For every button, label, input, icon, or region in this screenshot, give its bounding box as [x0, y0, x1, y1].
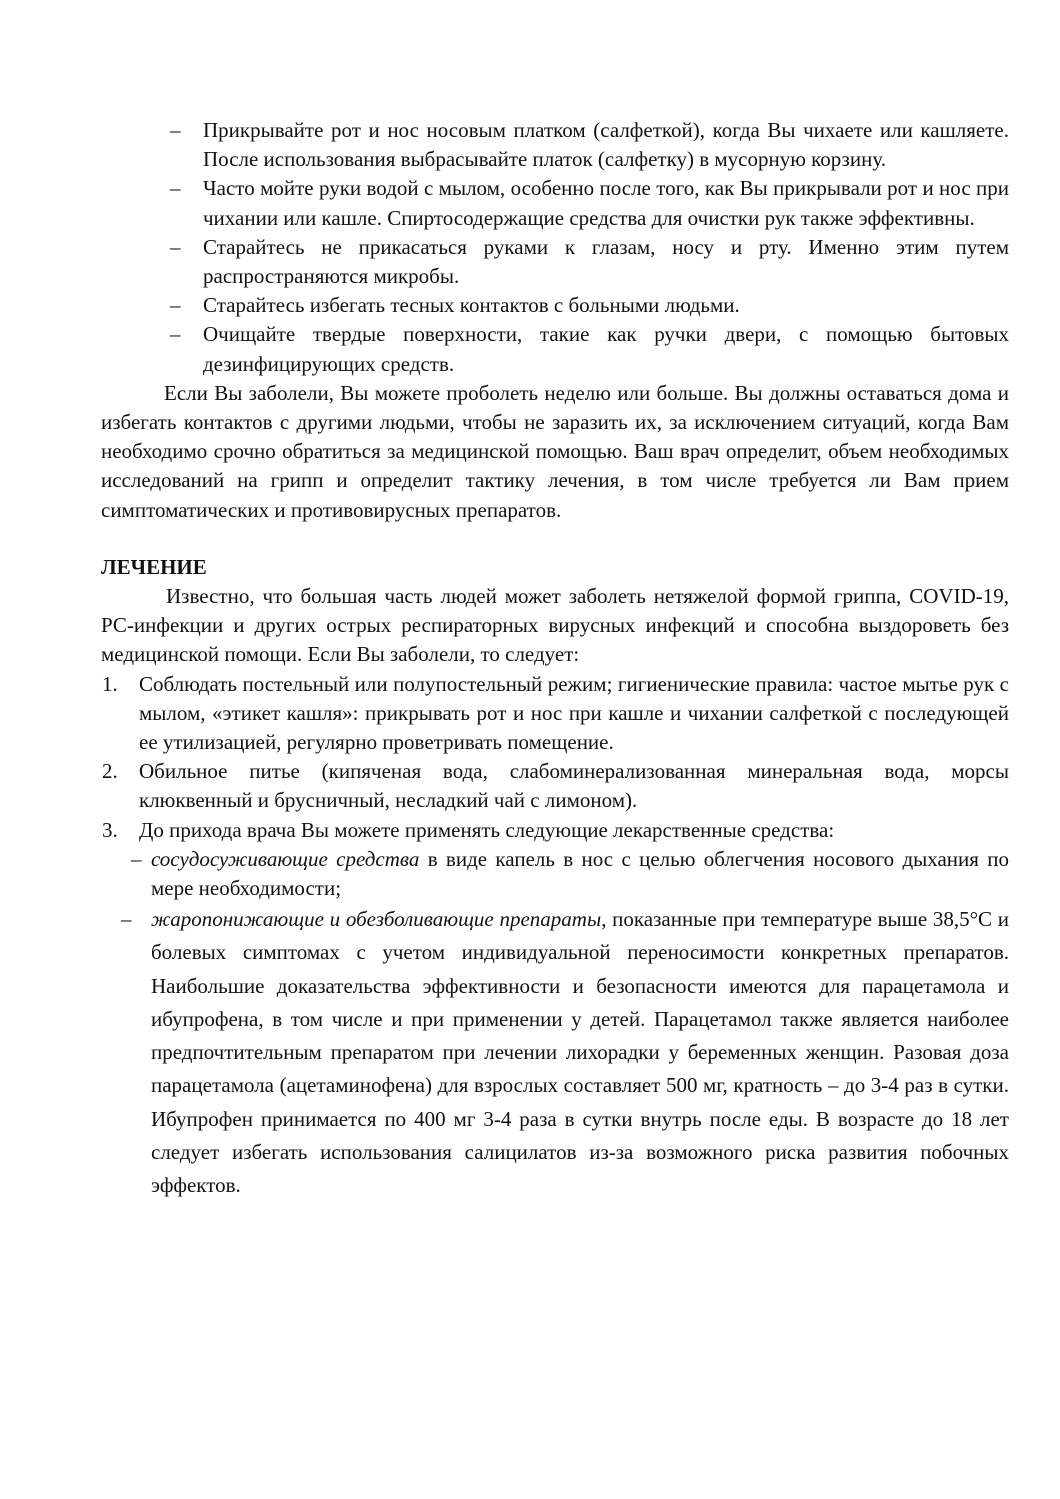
section-heading: ЛЕЧЕНИЕ — [101, 554, 207, 579]
bullet-text: Прикрывайте рот и нос носовым платком (салфеткой), когда Вы чихаете или кашляете. После использования выбрасывайте платок (салфетку) в мусорную корзину. — [203, 118, 1009, 172]
medication-text: , показанные при температуре выше 38,5°С и болевых симптомах с учетом индивидуальной переносимости конкретных препаратов. Наибольшие доказательства эффективности и безопасности имеются для парацетамола и ибупрофена, в том числе и при применении у детей. Парацетамол также является наиболее предпочтительным препаратом при лечении лихорадки у беременных женщин. Разовая доза парацетамола (ацетаминофена) для взрослых составляет 500 мг, кратность – до 3-4 раз в сутки. Ибупрофен принимается по 400 мг 3-4 раза в сутки внутрь после еды. В возрасте до 18 лет следует избегать использования салицилатов из-за возможного риска развития побочных эффектов. — [151, 907, 1010, 1197]
bullet-item — [101, 233, 1009, 291]
dash-marker: – — [170, 118, 181, 142]
bullet-text: Старайтесь избегать тесных контактов с больными людьми. — [203, 293, 740, 318]
numbered-item — [101, 757, 1009, 815]
item-text: Соблюдать постельный или полупостельный режим; гигиенические правила: частое мытье рук с мылом, «этикет кашля»: прикрывать рот и нос при кашле и чихании салфеткой с последующей ее утилизацией, регулярно проветривать помещение. — [139, 671, 1009, 755]
sick-paragraph: Если Вы заболели, Вы можете проболеть неделю или больше. Вы должны оставаться дома и избегать контактов с другими людьми, чтобы не заразить их, за исключением ситуаций, когда Вам необходимо срочно обратиться за медицинской помощью. Ваш врач определит, объем необходимых исследований на грипп и определит тактику лечения, в том числе требуется ли Вам прием симптоматических и противовирусных препаратов. — [101, 380, 1009, 522]
medication-term: сосудосуживающие средства — [151, 846, 420, 871]
item-number: 3. — [102, 817, 118, 842]
medication-text: в виде капель в нос с целью облегчения носового дыхания по мере необходимости; — [151, 846, 1009, 901]
item-text: Обильное питье (кипяченая вода, слабоминерализованная минеральная вода, морсы клюквенный и брусничный, несладкий чай с лимоном). — [139, 759, 1009, 813]
bullet-text: Часто мойте руки водой с мылом, особенно после того, как Вы прикрывали рот и нос при чихании или кашле. Спиртосодержащие средства для очистки рук также эффективны. — [203, 176, 1009, 230]
bullet-item — [101, 291, 1009, 320]
dash-marker: – — [170, 176, 181, 201]
bullet-item — [101, 320, 1009, 378]
item-number: 2. — [102, 759, 118, 784]
dash-marker: – — [170, 322, 181, 347]
document-page — [101, 116, 1009, 1202]
numbered-item — [101, 670, 1009, 758]
numbered-item — [101, 816, 1009, 845]
bullet-item — [101, 116, 1009, 174]
dash-marker: – — [121, 907, 132, 932]
medication-sub-list — [101, 845, 1009, 1202]
medication-item — [101, 845, 1009, 903]
medication-term: жаропонижающие и обезболивающие препараты — [151, 907, 602, 932]
treatment-steps-list — [101, 670, 1009, 845]
bullet-item — [101, 174, 1009, 232]
treatment-intro: Известно, что большая часть людей может заболеть нетяжелой формой гриппа, COVID-19, РС-инфекции и других острых респираторных вирусных инфекций и способна выздороветь без медицинской помощи. Если Вы заболели, то следует: — [101, 584, 1009, 667]
dash-marker: – — [170, 234, 181, 259]
bullet-text: Старайтесь не прикасаться руками к глазам, носу и рту. Именно этим путем распространяются микробы. — [203, 234, 1009, 289]
hygiene-bullet-list — [101, 116, 1009, 379]
dash-marker: – — [170, 293, 181, 318]
medication-item — [101, 903, 1009, 1202]
item-text: До прихода врача Вы можете применять следующие лекарственные средства: — [139, 817, 835, 842]
item-number: 1. — [102, 671, 118, 696]
bullet-text: Очищайте твердые поверхности, такие как ручки двери, с помощью бытовых дезинфицирующих средств. — [203, 322, 1009, 376]
dash-marker: – — [131, 846, 142, 871]
